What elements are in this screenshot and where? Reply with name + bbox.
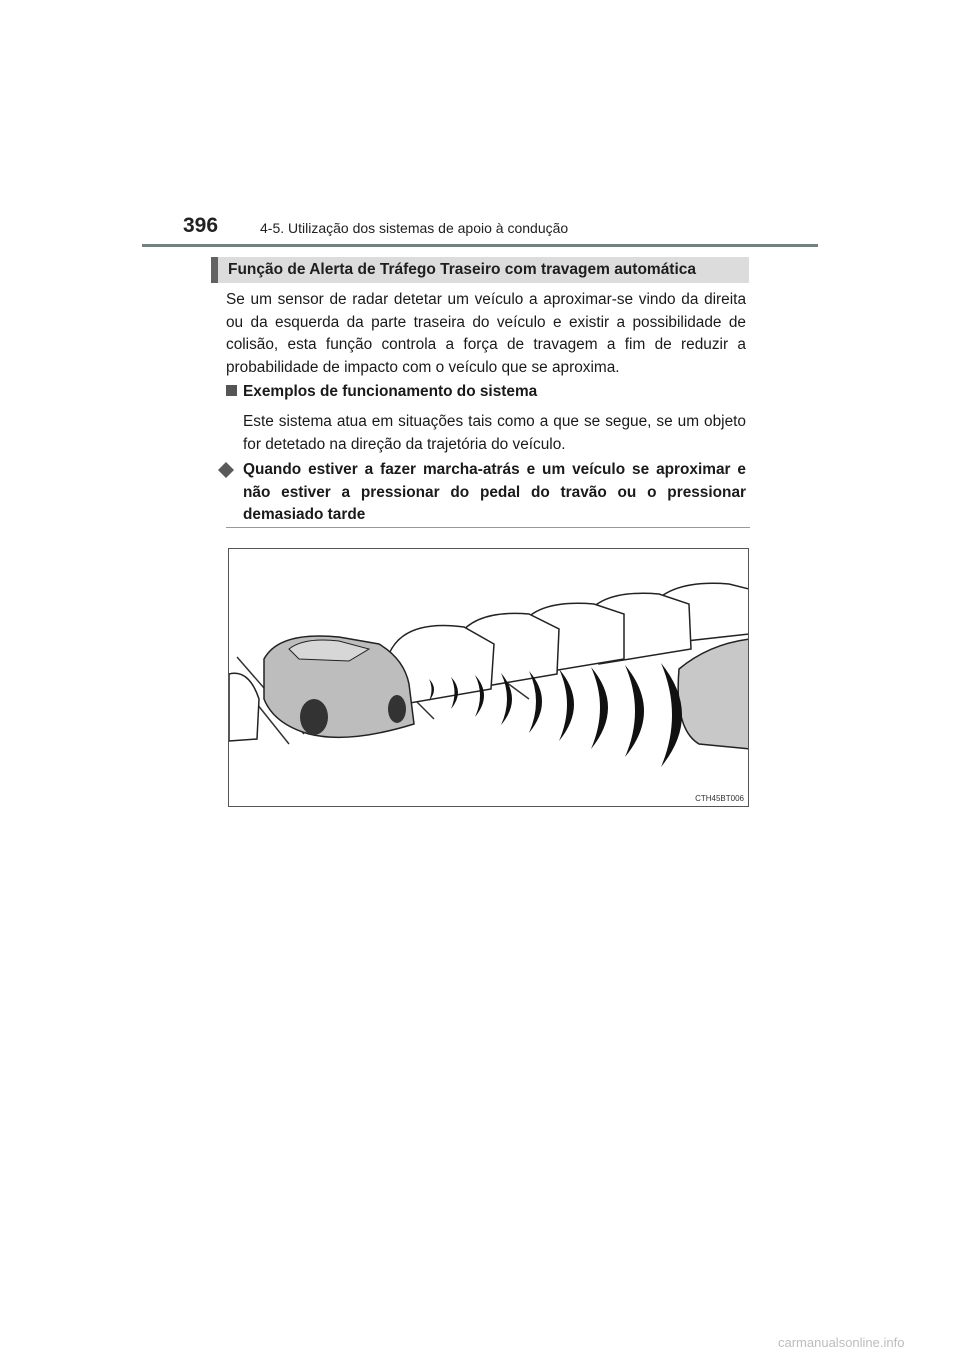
section-heading: Função de Alerta de Tráfego Traseiro com travagem automática [228, 261, 697, 278]
figure-code: CTH45BT006 [695, 794, 744, 803]
parking-scene [229, 549, 749, 807]
case-divider [226, 527, 750, 528]
case-heading: Quando estiver a fazer marcha-atrás e um veículo se aproximar e não estiver a pressionar do pedal do travão ou o pressionar demasiado tarde [243, 461, 746, 523]
page-number: 396 [183, 214, 219, 237]
left-car [229, 673, 259, 741]
intro-paragraph: Se um sensor de radar detetar um veículo a aproximar-se vindo da direita ou da esquerda da parte traseira do veículo e existir a possibilidade de colisão, esta função controla a força de travagem a fim de reduzir a probabilidade de impacto com o veículo que se aproxima. [226, 291, 746, 376]
section-heading-bar [211, 257, 749, 283]
subsection-title: Exemplos de funcionamento do sistema [243, 383, 538, 400]
diamond-icon [218, 462, 234, 478]
square-bullet-icon [226, 385, 237, 396]
parking-illustration [228, 548, 749, 807]
section-reference: 4-5. Utilização dos sistemas de apoio à condução [260, 220, 569, 236]
subsection-heading [226, 383, 537, 401]
watermark[interactable]: carmanualsonline.info [778, 1335, 905, 1350]
header-rule [142, 244, 818, 247]
approaching-car [678, 639, 749, 749]
subsection-paragraph: Este sistema atua em situações tais como a que se segue, se um objeto for detetado na direção da trajetória do veículo. [243, 413, 746, 453]
